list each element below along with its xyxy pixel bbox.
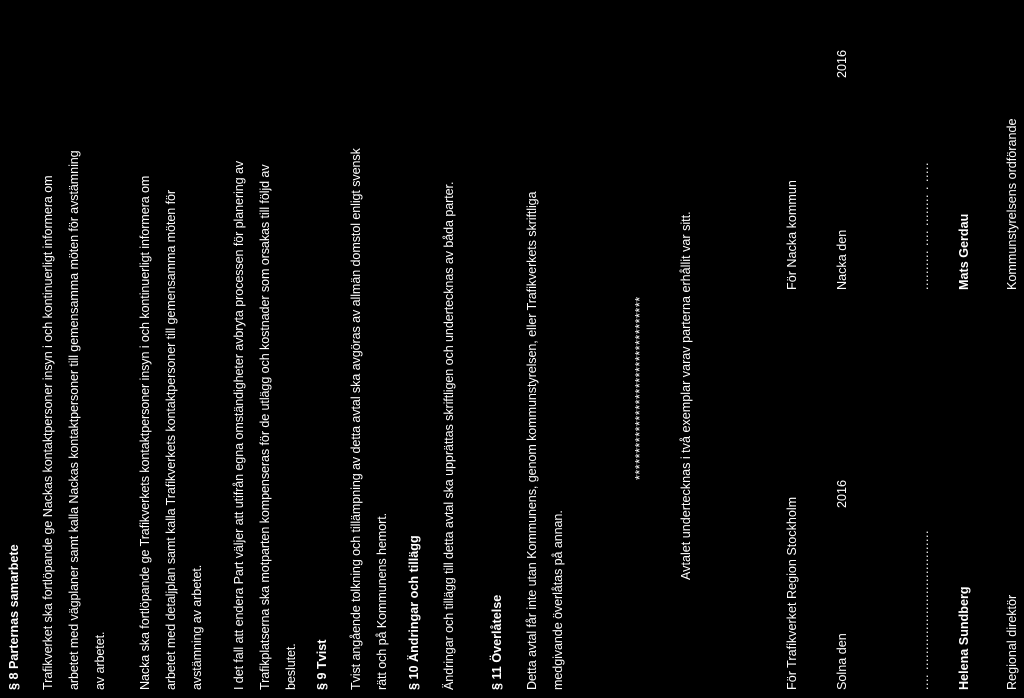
section-9-heading: § 9 Tvist	[315, 639, 329, 690]
signature-right-party: För Nacka kommun	[785, 180, 799, 290]
signature-left-name: Helena Sundberg	[957, 586, 971, 690]
signature-left-party: För Trafikverket Region Stockholm	[785, 496, 799, 690]
section-8-p2-line-1: Nacka ska fortlöpande ge Trafikverkets kontaktpersoner insyn i och kontinuerligt informera om	[138, 175, 152, 690]
signature-right-name: Mats Gerdau	[957, 213, 971, 290]
section-8-p1-line-2: arbetet med vägplaner samt kalla Nackas kontaktpersoner till gemensamma möten för avstämning	[67, 150, 81, 690]
signature-left-year: 2016	[835, 479, 849, 508]
signature-left-line: .... ...................................	[917, 530, 931, 690]
section-11-p1-line-1: Detta avtal får inte utan Kommunens, genom kommunstyrelsen, eller Trafikverkets skriftliga	[525, 191, 539, 690]
closing-statement: Avtalet undertecknas i två exemplar varav parterna erhållit var sitt.	[679, 211, 693, 580]
section-8-p3-line-2: Trafikplatserna ska motparten kompenseras för de utlägg och kostnader som orsakas till följd av	[258, 164, 272, 690]
section-8-heading: § 8 Parternas samarbete	[7, 544, 21, 690]
section-8-p3-line-1: I det fall att endera Part väljer att utifrån egna omständigheter avbryta processen för planering av	[232, 160, 246, 690]
section-8-p2-line-3: avstämning av arbetet.	[190, 564, 204, 690]
signature-left-place: Solna den	[835, 633, 849, 690]
section-8-p3-line-3: beslutet.	[284, 643, 298, 690]
signature-right-line: .......... .... ........ . .....	[917, 162, 931, 290]
separator-asterisks: **********************************	[633, 296, 647, 480]
section-9-p1-line-2: rätt och på Kommunens hemort.	[375, 513, 389, 690]
section-11-heading: § 11 Överlåtelse	[490, 594, 504, 690]
signature-left-title: Regional direktör	[1005, 594, 1019, 690]
section-8-p1-line-1: Trafikverket ska fortlöpande ge Nackas kontaktpersoner insyn i och kontinuerligt informera om	[41, 175, 55, 690]
signature-right-year: 2016	[835, 49, 849, 78]
section-10-p1-line-1: Ändringar och tillägg till detta avtal ska upprättas skriftligen och undertecknas av båda parter.	[442, 181, 456, 690]
section-9-p1-line-1: Tvist angående tolkning och tillämpning av detta avtal ska avgöras av allmän domstol enligt svensk	[349, 148, 363, 690]
section-10-heading: § 10 Ändringar och tillägg	[407, 535, 421, 690]
section-8-p1-line-3: av arbetet.	[93, 631, 107, 690]
signature-right-place: Nacka den	[835, 229, 849, 290]
section-11-p1-line-2: medgivande överlåtas på annan.	[551, 510, 565, 690]
section-8-p2-line-2: arbetet med detaljplan samt kalla Trafikverkets kontaktpersoner till gemensamma möten för	[164, 190, 178, 690]
signature-right-title: Kommunstyrelsens ordförande	[1005, 118, 1019, 290]
